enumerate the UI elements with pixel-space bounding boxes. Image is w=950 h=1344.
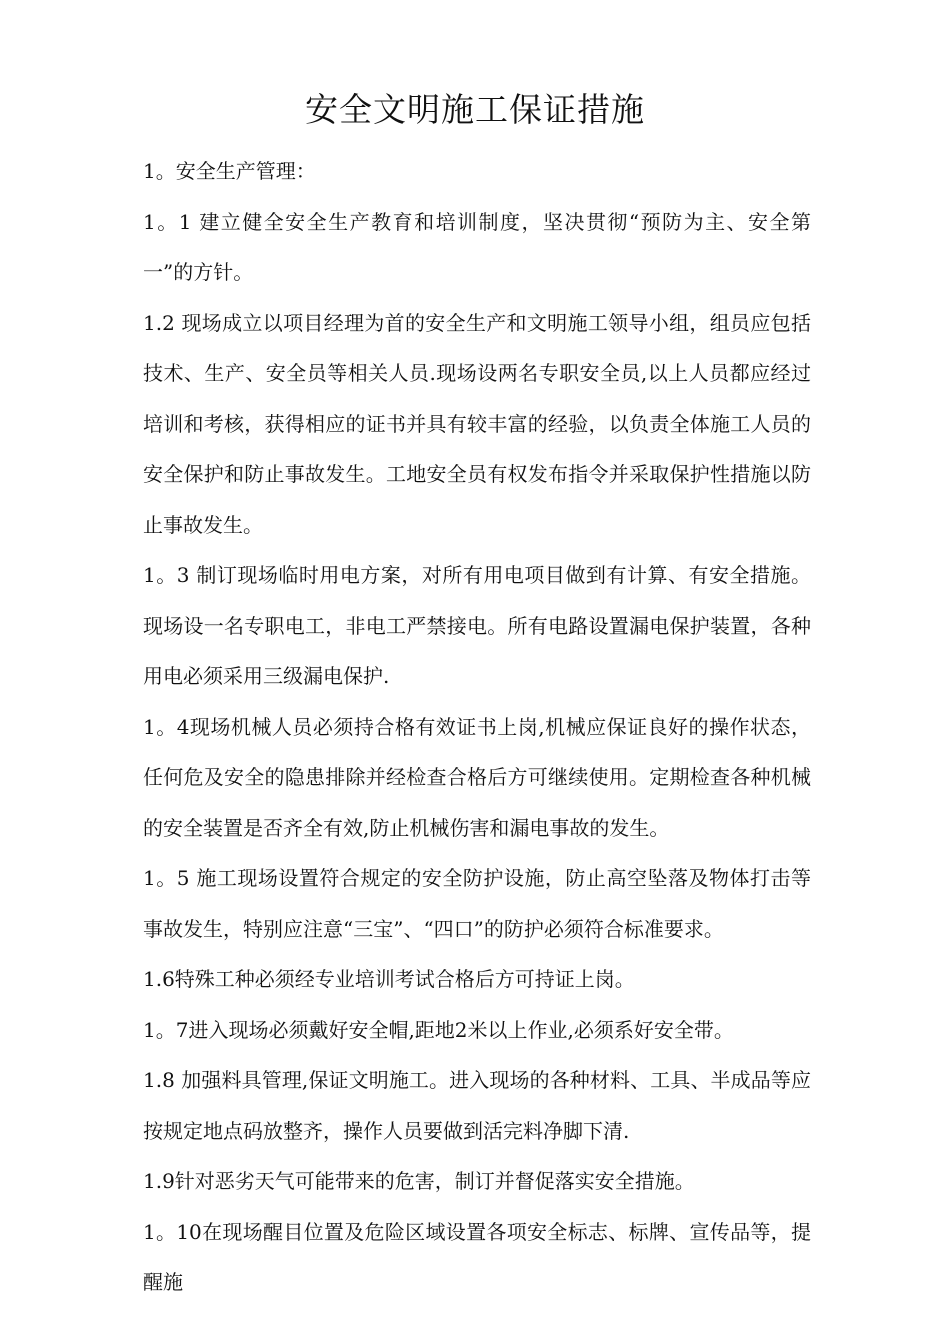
paragraph-1-4: 1。4现场机械人员必须持合格有效证书上岗,机械应保证良好的操作状态，任何危及安全的隐患排除并经检查合格后方可继续使用。定期检查各种机械的安全装置是否齐全有效,防止机械伤害和漏电事故的发生。: [143, 714, 811, 840]
paragraph-1-10: 1。10在现场醒目位置及危险区域设置各项安全标志、标牌、宣传品等，提醒施: [143, 1219, 811, 1294]
document-body: [143, 146, 811, 1308]
paragraph-1-2: 1.2 现场成立以项目经理为首的安全生产和文明施工领导小组，组员应包括技术、生产、安全员等相关人员.现场设两名专职安全员,以上人员都应经过培训和考核，获得相应的证书并具有较丰富的经验，以负责全体施工人员的安全保护和防止事故发生。工地安全员有权发布指令并采取保护性措施以防止事故发生。: [143, 310, 811, 537]
paragraph-1-6: 1.6特殊工种必须经专业培训考试合格后方可持证上岗。: [143, 967, 635, 991]
paragraph-1-8: 1.8 加强料具管理,保证文明施工。进入现场的各种材料、工具、半成品等应按规定地点码放整齐，操作人员要做到活完料净脚下清.: [143, 1068, 811, 1143]
paragraph-1-3: 1。3 制订现场临时用电方案，对所有用电项目做到有计算、有安全措施。现场设一名专职电工，非电工严禁接电。所有电路设置漏电保护装置，各种用电必须采用三级漏电保护.: [143, 563, 811, 688]
paragraph-1-9: 1.9针对恶劣天气可能带来的危害，制订并督促落实安全措施。: [143, 1169, 695, 1193]
document-title: 安全文明施工保证措施: [305, 90, 645, 129]
paragraph-1: 1。安全生产管理：: [143, 159, 316, 183]
paragraph-1-7: 1。7进入现场必须戴好安全帽,距地2米以上作业,必须系好安全带。: [143, 1017, 734, 1042]
paragraph-1-1: 1。1 建立健全安全生产教育和培训制度，坚决贯彻“预防为主、安全第一”的方针。: [143, 209, 811, 284]
paragraph-1-5: 1。5 施工现场设置符合规定的安全防护设施，防止高空坠落及物体打击等事故发生，特别应注意“三宝”、“四口”的防护必须符合标准要求。: [143, 866, 811, 941]
